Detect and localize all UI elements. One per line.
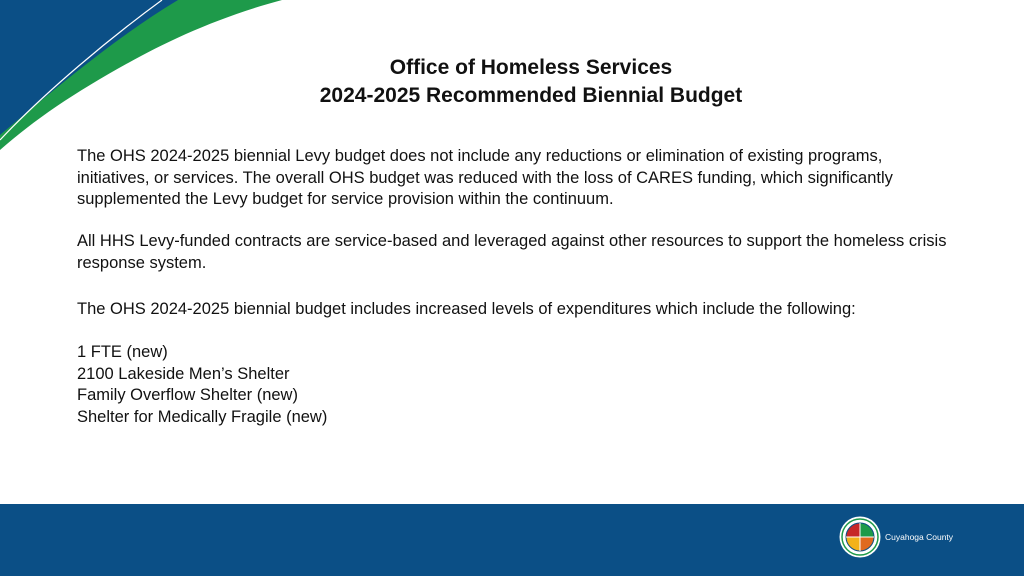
paragraph-expenditures: The OHS 2024-2025 biennial budget includes increased levels of expenditures which include the following: xyxy=(77,300,856,318)
list-item: 2100 Lakeside Men’s Shelter xyxy=(77,364,290,383)
list-item: Family Overflow Shelter (new) xyxy=(77,386,298,404)
paragraph-levy-contracts: All HHS Levy-funded contracts are service-based and leveraged against other resources to support the homeless crisis response system. xyxy=(77,232,947,272)
title-line-1: Office of Homeless Services xyxy=(389,56,673,79)
title-line-2: 2024-2025 Recommended Biennial Budget xyxy=(319,84,743,107)
county-seal-logo xyxy=(839,516,881,558)
expenditure-list xyxy=(77,342,327,428)
page-title xyxy=(0,54,1024,110)
paragraph-levy-budget: The OHS 2024-2025 biennial Levy budget does not include any reductions or elimination of existing programs, initiatives, or services. The overall OHS budget was reduced with the loss of CARES funding, which significantly supplemented the Levy budget for service provision within the continuum. xyxy=(77,147,893,208)
list-item: 1 FTE (new) xyxy=(77,343,168,361)
list-item: Shelter for Medically Fragile (new) xyxy=(77,407,328,426)
county-name: Cuyahoga County xyxy=(885,532,954,542)
